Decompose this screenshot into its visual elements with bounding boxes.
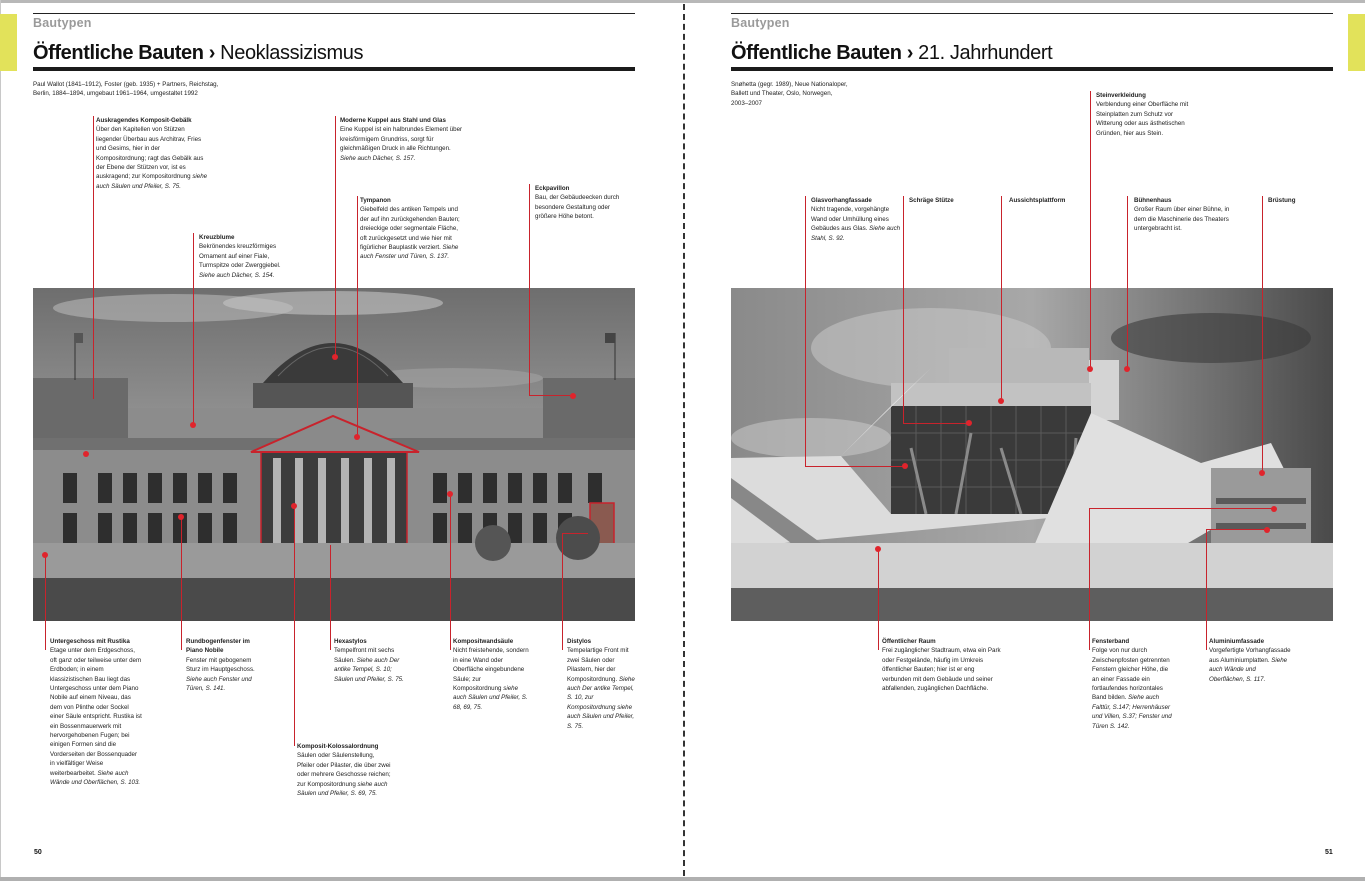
- marker-dot: [570, 393, 576, 399]
- caption-line: 2003–2007: [731, 99, 762, 107]
- page-number: 51: [1325, 849, 1333, 856]
- title-separator: ›: [901, 42, 919, 64]
- leader-line: [181, 517, 182, 650]
- title-separator: ›: [203, 42, 221, 64]
- annotation-auskragendes-gebaelk: Auskragendes Komposit-Gebälk Über den Kapitellen von Stützen liegender Überbau aus Architrav, Fries und Gesims, hier in der Kompositordnung; ragt das Gebälk aus der Ebene der Stützen vor, ist es auskragend; zur Kompositordnung siehe auch Säulen und Pfeiler, S. 75.: [96, 117, 208, 190]
- marker-dot: [178, 514, 184, 520]
- leader-line: [1262, 196, 1263, 472]
- leader-line: [1206, 529, 1207, 650]
- marker-dot: [190, 422, 196, 428]
- annotation-oeffentlicher-raum: Öffentlicher Raum Frei zugänglicher Stadtraum, etwa ein Park oder Festgelände, häufig im Umkreis öffentlicher Bauten; hier ist er eng verbunden mit dem Gebäude und seiner abfallenden, zugänglichen Dachfläche.: [882, 638, 1001, 693]
- leader-line: [562, 533, 563, 650]
- annotation-distylos: Distylos Tempelartige Front mit zwei Säulen oder Pilastern, hier der Kompositordnung. Siehe auch Der antike Tempel, S. 10, zur Kompositordnung siehe auch Säulen und Pfeiler, S. 75.: [567, 638, 635, 730]
- annotation-glasvorhangfassade: Glasvorhangfassade Nicht tragende, vorgehängte Wand oder Umhüllung eines Gebäudes aus Glas. Siehe auch Stahl, S. 92.: [811, 197, 901, 242]
- leader-line: [805, 196, 806, 466]
- page-title: [731, 42, 1052, 65]
- section-label: Bautypen: [33, 16, 92, 30]
- leader-line: [1090, 91, 1091, 368]
- title-sub: Neoklassizismus: [220, 42, 364, 64]
- leader-line: [93, 116, 94, 399]
- leader-line: [294, 506, 295, 746]
- annotation-fensterband: Fensterband Folge von nur durch Zwischenpfosten getrennten Fenstern gleicher Höhe, die an einer Fassade ein fortlaufendes horizontales Band bilden. Siehe auch Falttür, S.147; Herrenhäuser und Villen, S.37; Fenster und Türen S. 142.: [1092, 638, 1172, 730]
- image-caption: [33, 80, 293, 99]
- annotation-steinverkleidung: Steinverkleidung Verblendung einer Oberfläche mit Steinplatten zum Schutz vor Witterung oder aus ästhetischen Gründen, hier aus Stein.: [1096, 92, 1189, 137]
- leader-line: [529, 184, 530, 395]
- marker-dot: [291, 503, 297, 509]
- marker-dot: [1264, 527, 1270, 533]
- leader-line: [529, 395, 573, 396]
- image-caption: [731, 80, 931, 108]
- marker-dot: [1259, 470, 1265, 476]
- header-rule: [33, 13, 635, 14]
- marker-dot: [998, 398, 1004, 404]
- marker-dot: [83, 451, 89, 457]
- marker-dot: [447, 491, 453, 497]
- annotation-untergeschoss-rustika: Untergeschoss mit Rustika Etage unter dem Erdgeschoss, oft ganz oder teilweise unter dem Erdboden; in einem klassizistischen Bau liegt das Untergeschoss unter dem Piano Nobile auf einem Niveau, das dem von Plinthe oder Sockel einer Säule entspricht. Rustika ist ein Bossenmauerwerk mit hervorgehobenen Fugen; bei einigen Formen sind die Vorderseiten der Bossenquader in vielfältiger Weise weiterbearbeitet. Siehe auch Wände und Oberflächen, S. 103.: [50, 638, 142, 787]
- marker-dot: [1124, 366, 1130, 372]
- leader-line: [1089, 508, 1090, 650]
- reichstag-illustration: [33, 288, 635, 621]
- caption-line: Berlin, 1884–1894, umgebaut 1961–1964, umgestaltet 1992: [33, 90, 198, 98]
- leader-line: [45, 555, 46, 650]
- leader-line: [1001, 196, 1002, 400]
- marker-dot: [1087, 366, 1093, 372]
- marker-dot: [875, 546, 881, 552]
- annotation-komposit-kolossalordnung: Komposit-Kolossalordnung Säulen oder Säulenstellung, Pfeiler oder Pilaster, die über zwei oder mehrere Geschosse reichen; zur Kompositordnung siehe auch Säulen und Pfeiler, S. 69, 75.: [297, 743, 391, 798]
- oslo-opera-photo: [731, 288, 1333, 621]
- leader-line: [335, 116, 336, 356]
- caption-line: Ballett und Theater, Oslo, Norwegen,: [731, 90, 833, 98]
- leader-line: [878, 549, 879, 650]
- annotation-moderne-kuppel: Moderne Kuppel aus Stahl und Glas Eine Kuppel ist ein halbrundes Element über kreisförmigem Grundriss, sorgt für gleichmäßigen Druck in alle Richtungen. Siehe auch Dächer, S. 157.: [340, 117, 463, 162]
- marker-dot: [42, 552, 48, 558]
- leader-line: [330, 545, 331, 650]
- annotation-rundbogenfenster: Rundbogenfenster im Piano Nobile Fenster mit gebogenem Sturz im Hauptgeschoss. Siehe auch Fenster und Türen, S. 141.: [186, 638, 255, 693]
- annotation-aussichtsplattform: Aussichtsplattform: [1009, 197, 1066, 204]
- leader-line: [562, 533, 588, 534]
- leader-line: [805, 466, 905, 467]
- marker-dot: [354, 434, 360, 440]
- section-label: Bautypen: [731, 16, 790, 30]
- caption-line: Snøhetta (gegr. 1989), Neue Nationaloper,: [731, 81, 848, 88]
- oslo-opera-illustration: [731, 288, 1333, 621]
- title-rule: [731, 67, 1333, 71]
- annotation-hexastylos: Hexastylos Tempelfront mit sechs Säulen. Siehe auch Der antike Tempel, S. 10; Säulen und Pfeiler, S. 75.: [334, 638, 404, 683]
- leader-line: [903, 423, 969, 424]
- leader-line: [357, 196, 358, 436]
- annotation-buehnenhaus: Bühnenhaus Großer Raum über einer Bühne, in dem die Maschinerie des Theaters untergebracht ist.: [1134, 197, 1230, 233]
- title-main: Öffentliche Bauten: [33, 42, 204, 64]
- page-number: 50: [34, 849, 42, 856]
- marker-dot: [966, 420, 972, 426]
- annotation-bruestung: Brüstung: [1268, 197, 1296, 204]
- annotation-tympanon: Tympanon Giebelfeld des antiken Tempels und der auf ihn zurückgehenden Bauten; dreieckige oder segmentale Fläche, oft zurückgesetzt und wie hier mit figürlicher Bauplastik verziert. Siehe auch Fenster und Türen, S. 137.: [360, 197, 460, 261]
- header-rule: [731, 13, 1333, 14]
- annotation-kreuzblume: Kreuzblume Bekrönendes kreuzförmiges Ornament auf einer Fiale, Turmspitze oder Zwerggiebel. Siehe auch Dächer, S. 154.: [199, 234, 281, 279]
- annotation-aluminiumfassade: Aluminiumfassade Vorgefertigte Vorhangfassade aus Aluminiumplatten. Siehe auch Wände und Oberflächen, S. 117.: [1209, 638, 1291, 683]
- title-sub: 21. Jahrhundert: [918, 42, 1053, 64]
- leader-line: [903, 196, 904, 423]
- annotation-kompositwandsaeule: Kompositwandsäule Nicht freistehende, sondern in eine Wand oder Oberfläche eingebundene Säule; zur Kompositordnung siehe auch Säulen und Pfeiler, S. 68, 69, 75.: [453, 638, 529, 711]
- marker-dot: [1271, 506, 1277, 512]
- reichstag-photo: [33, 288, 635, 621]
- title-rule: [33, 67, 635, 71]
- leader-line: [1206, 529, 1267, 530]
- page-title: [33, 42, 363, 65]
- leader-line: [193, 233, 194, 425]
- annotation-eckpavillon: Eckpavillon Bau, der Gebäudeecken durch besondere Gestaltung oder größere Höhe betont.: [535, 185, 620, 221]
- right-page: [683, 0, 1365, 881]
- marker-dot: [332, 354, 338, 360]
- marker-dot: [902, 463, 908, 469]
- leader-line: [1127, 196, 1128, 369]
- title-main: Öffentliche Bauten: [731, 42, 902, 64]
- annotation-schraege-stuetze: Schräge Stütze: [909, 197, 954, 204]
- leader-line: [1089, 508, 1274, 509]
- leader-line: [450, 494, 451, 650]
- caption-line: Paul Wallot (1841–1912), Foster (geb. 1935) + Partners, Reichstag,: [33, 81, 219, 88]
